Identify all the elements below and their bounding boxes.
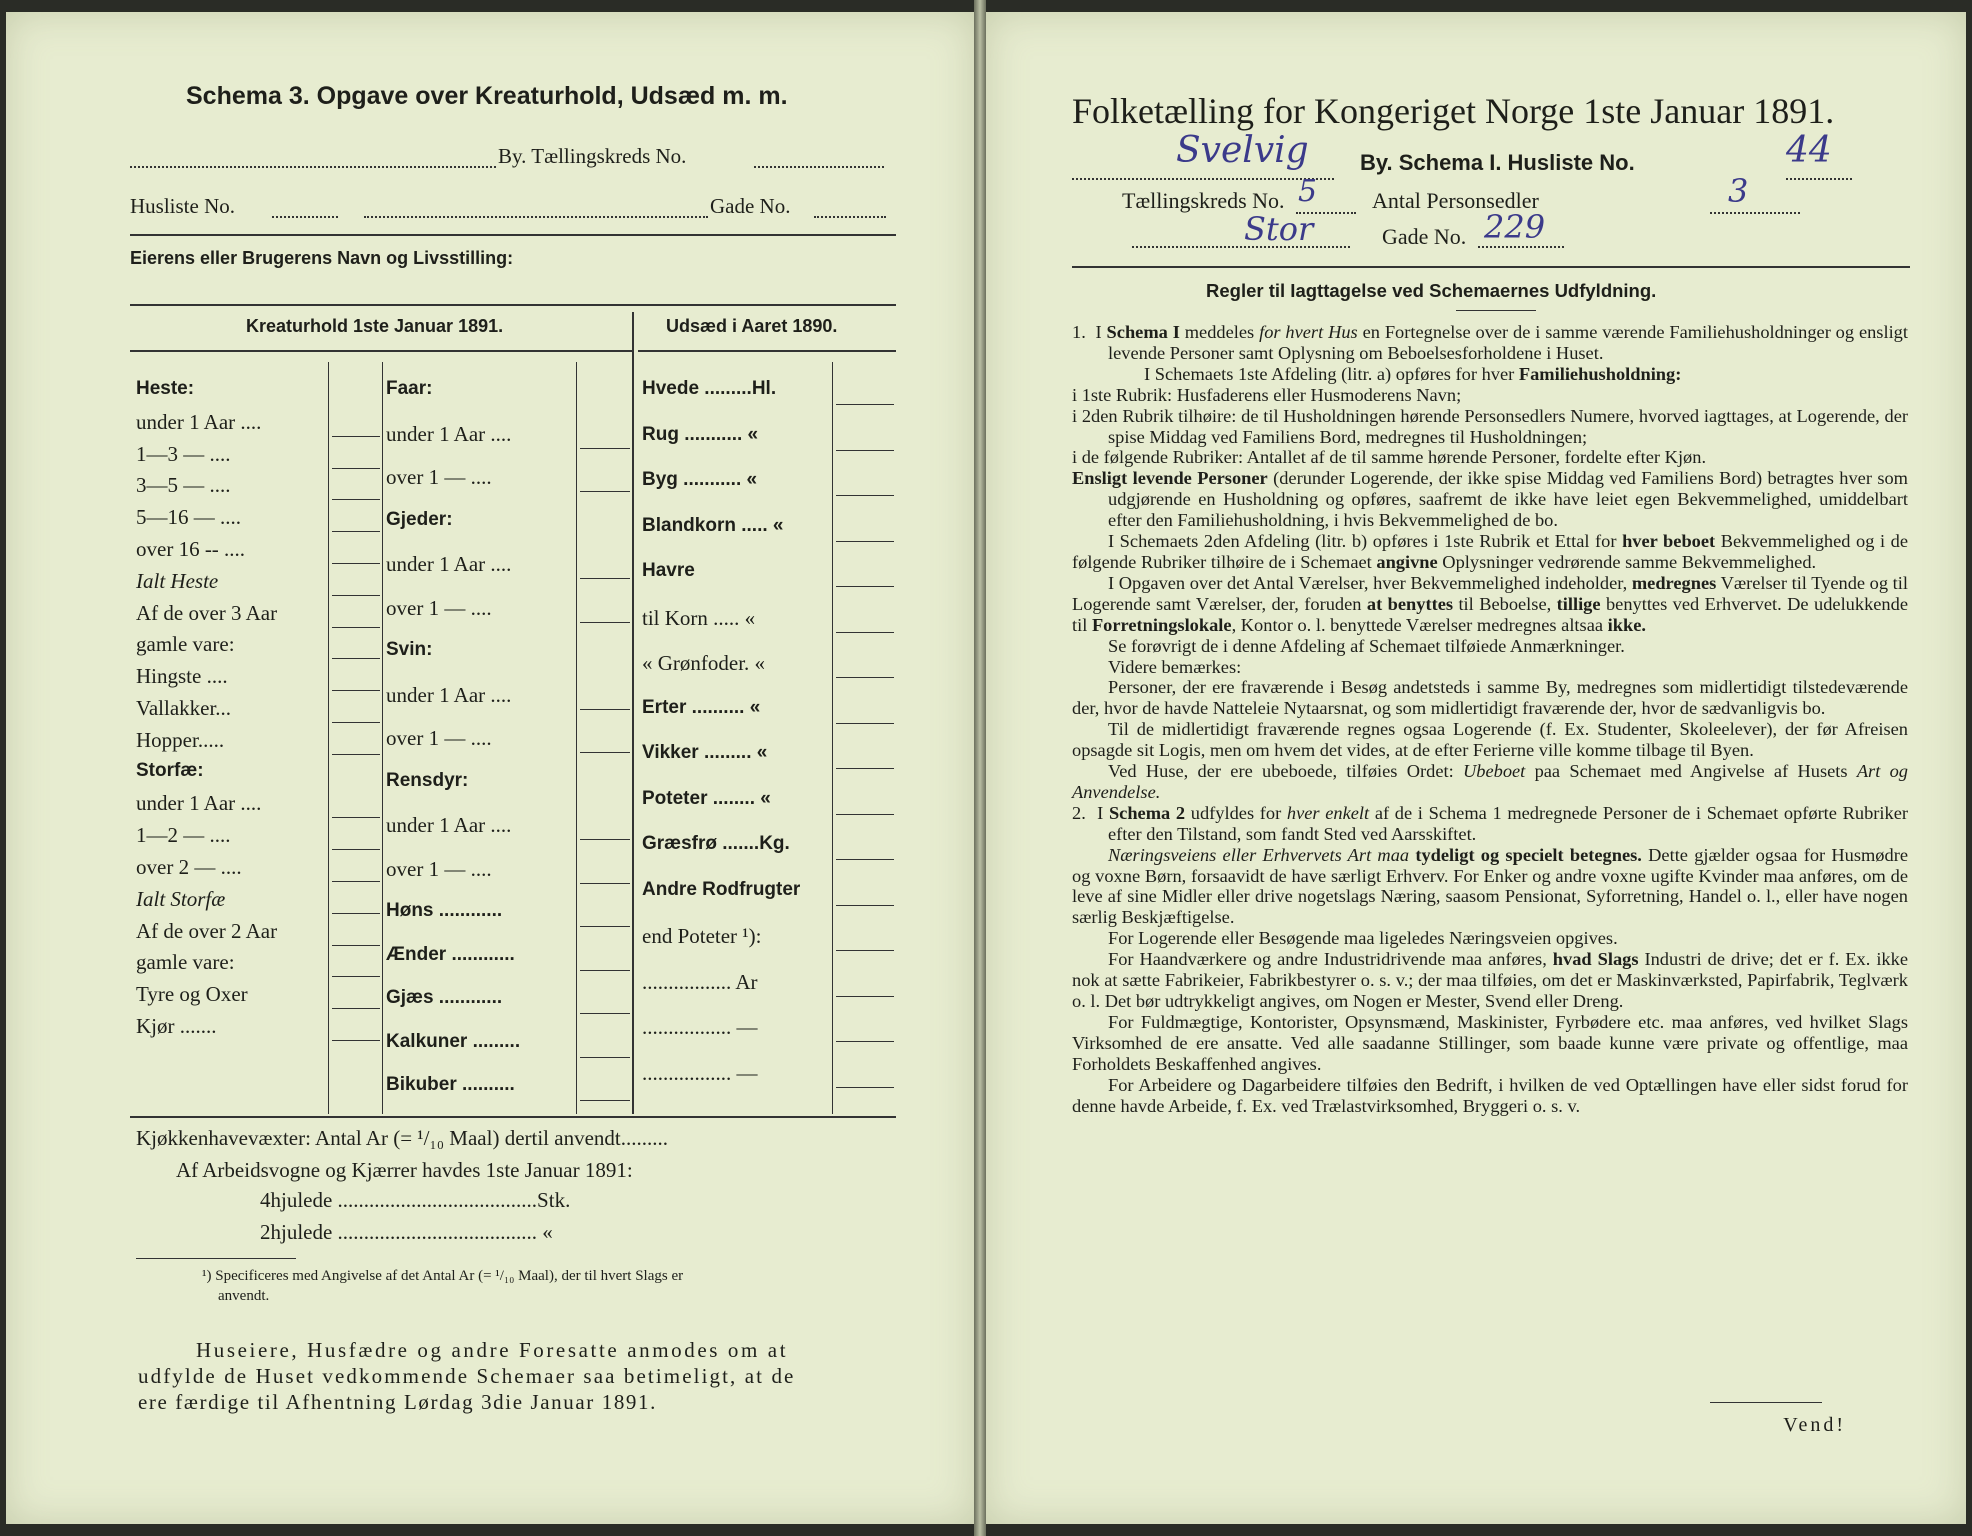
col1-row: Hingste .... (136, 664, 228, 689)
col3-blank (836, 404, 894, 405)
col2-blank (580, 1013, 630, 1014)
by-handwritten: Svelvig (1176, 130, 1309, 171)
col3-row: til Korn ..... « (642, 605, 756, 630)
col3-blank (836, 905, 894, 906)
col3-blank (836, 586, 894, 587)
col2-blank (580, 1100, 630, 1101)
gade-no-field (1478, 226, 1564, 248)
col2-blank (580, 752, 630, 753)
col2-value-left (576, 362, 577, 1114)
col2-blank (580, 839, 630, 840)
kreatur-header-rule (130, 350, 632, 352)
col3-row: Blandkorn ..... « (642, 514, 784, 536)
col2-row: over 1 — .... (386, 465, 492, 489)
col3-row: Hvede .........Hl. (642, 378, 777, 399)
col1-row: Af de over 2 Aar (136, 918, 278, 943)
col2-row: over 1 — .... (386, 726, 492, 750)
hjul4-line: 4hjulede ......................................Stk. (260, 1188, 571, 1212)
col1-row: Af de over 3 Aar (136, 600, 278, 625)
col3-blank (836, 1041, 894, 1042)
table-divider-main (632, 312, 634, 1114)
col3-row: Byg ........... « (642, 469, 758, 490)
col1-row: under 1 Aar .... (136, 409, 262, 434)
col3-blank (836, 541, 894, 542)
notice-line1: Huseiere, Husfædre og andre Foresatte anmodes om at (196, 1338, 789, 1362)
gade-handwritten: Stor (1244, 210, 1314, 248)
col3-blank (836, 495, 894, 496)
col3-value-left (832, 362, 833, 1114)
col2-blank (580, 883, 630, 884)
col3-row: ................. — (642, 1015, 758, 1039)
notice-line3: ere færdige til Afhentning Lørdag 3die Januar 1891. (138, 1390, 657, 1414)
col2-row: Faar: (386, 378, 433, 399)
col1-row: 1—3 — .... (136, 441, 231, 466)
arbeidsvogne-line: Af Arbeidsvogne og Kjærrer havdes 1ste Januar 1891: (176, 1158, 633, 1182)
by-label: By. Tællingskreds No. (498, 144, 687, 168)
col3-blank (836, 768, 894, 769)
gade-no-handwritten: 229 (1484, 208, 1546, 246)
col1-row: Heste: (136, 378, 195, 399)
col1-blank (332, 531, 380, 532)
vend-rule (1710, 1402, 1822, 1403)
col1-blank (332, 563, 380, 564)
kreds-handwritten: 5 (1298, 174, 1318, 209)
col2-blank (580, 926, 630, 927)
book-spine (974, 0, 986, 1536)
col1-row: 5—16 — .... (136, 505, 241, 530)
husliste-field (272, 196, 338, 218)
col3-row: Poteter ........ « (642, 787, 771, 809)
hjul2-line: 2hjulede ...................................... « (260, 1220, 553, 1244)
col3-row: Rug ........... « (642, 423, 759, 445)
by-schema-label: By. Schema I. Husliste No. (1360, 150, 1635, 175)
col1-blank (332, 913, 380, 914)
col1-blank (332, 499, 380, 500)
table-bottom-rule (130, 1116, 896, 1118)
col3-row: Erter .......... « (642, 696, 761, 718)
col1-blank (332, 881, 380, 882)
col1-blank (332, 468, 380, 469)
col1-row: Vallakker... (136, 696, 232, 720)
left-page-schema-3 (6, 12, 974, 1524)
col3-row: Vikker ......... « (642, 742, 768, 763)
col1-blank (332, 690, 380, 691)
col2-row: under 1 Aar .... (386, 421, 512, 446)
col3-blank (836, 814, 894, 815)
col1-blank (332, 436, 380, 437)
husliste-label: Husliste No. (130, 194, 235, 218)
col3-row: Andre Rodfrugter (642, 878, 801, 900)
col2-row: under 1 Aar .... (386, 813, 512, 837)
col1-blank (332, 945, 380, 946)
col3-row: Græsfrø .......Kg. (642, 833, 790, 854)
col3-blank (836, 632, 894, 633)
col1-row: Hopper..... (136, 727, 225, 752)
col2-row: under 1 Aar .... (386, 552, 512, 576)
antal-field (1710, 192, 1800, 214)
rules-text: 1. I Schema I meddeles for hvert Hus en Fortegnelse over de i samme værende Familiehusholdninger og ensligt levende Personer samt Oplysning om Beboelsesforholdene i Huset. I Schemaets 1ste Afdeling (litr. a) opføres for hver Familiehusholdning: i 1ste Rubrik: Husfaderens eller Husmoderens Navn; i 2den Rubrik tilhøire: de til Husholdningen hørende Personsedlers Numere, hvorved iagttages, at Logerende, der spise Middag ved Familiens Bord, medregnes til Husholdningen; i de følgende Rubriker: Antallet af de til samme hørende Personer, fordelte efter Kjøn. Ensligt levende Personer (derunder Logerende, der ikke spise Middag ved Familiens Bord) betragtes hver som udgjørende en Husholdning og opføres, saafremt de ikke have leiet egen Bekvemmelighed, umiddelbart efter den Familiehusholdning, i hvis Bekvemmelighed de bo. I Schemaets 2den Afdeling (litr. b) opføres i 1ste Rubrik et Ettal for hver beboet Bekvemmelighed og i de følgende Rubriker tilhøire de i Schemaet angivne Oplysninger vedrørende samme Bekvemmelighed. I Opgaven over det Antal Værelser, hver Bekvemmelighed indeholder, medregnes Værelser til Tyende og til Logerende samt Værelser, der, foruden at benyttes til Beboelse, tillige benyttes ved Erhvervet. De udelukkende til Forretningslokale, Kontor o. l. benyttede Værelser medregnes altsaa ikke. Se forøvrigt de i denne Afdeling af Schemaet tilføiede Anmærkninger. Videre bemærkes: Personer, der ere fraværende i Besøg andetsteds i samme By, medregnes som midlertidigt tilstedeværende der, hvor de havde Natteleie Nytaarsnat, og som midlertidigt fraværende der, hvor de sædvanligvis bo. Til de midlertidigt fraværende regnes ogsaa Logerende (f. Ex. Studenter, Skoleelever), der før Afreisen opsagde sit Logis, men om hvem det vides, at de efter Ferierne ville komme tilbage til Byen. Ved Huse, der ere ubeboede, tilføies Ordet: Ubeboet paa Schemaet med Angivelse af Husets Art og Anvendelse. 2. I Schema 2 udfyldes for hver enkelt af de i Schema 1 medregnede Personer de i Schemaet opførte Rubriker efter den Tilstand, som fandt Sted ved Aarsskiftet. Næringsveiens eller Erhvervets Art maa tydeligt og specielt betegnes. Dette gjælder ogsaa for Husmødre og voxne Børn, forsaavidt de have særligt Erhverv. For Enker og andre voxne ugifte Kvinder maa anføres, om de leve af sine Midler eller drive nogetslags Næring, saasom Pensionat, Syforretning, Handel o. l., eller have nogen særlig Beskjæftigelse. For Logerende eller Besøgende maa ligeledes Næringsveien opgives. For Haandværkere og andre Industridrivende maa anføres, hvad Slags Industri de drive; det er f. Ex. ikke nok at sætte Fabrikeier, Fabrikbestyrer o. s. v.; der maa tilføies, om det er Maskinværksted, Papirfabrik, Teglværk o. l. Det bør udtrykkeligt angives, om Nogen er Mester, Svend eller Dreng. For Fuldmægtige, Kontorister, Opsynsmænd, Maskinister, Fyrbødere etc. maa anføres, ved hvilket Slags Virksomhed de ere ansatte. Ved alle saadanne Stillinger, som baade kunne være private og offentlige, maa Forholdets Beskaffenhed angives. For Arbeidere og Dagarbeidere tilføies den Bedrift, i hvilken de ved Optællingen have eller sidst forud for denne havde Arbeide, f. Ex. ved Trælastvirksomhed, Bryggeri o. s. v. (1072, 322, 1909, 1116)
husliste-field (1786, 154, 1852, 180)
col2-row: under 1 Aar .... (386, 682, 512, 707)
kreds-label: Tællingskreds No. (1122, 188, 1285, 213)
col1-row: 1—2 — .... (136, 823, 231, 848)
census-title: Folketælling for Kongeriget Norge 1ste Januar 1891. (1072, 91, 1835, 131)
col2-row: Rensdyr: (386, 769, 469, 791)
udsaed-header: Udsæd i Aaret 1890. (666, 316, 838, 336)
col1-blank (332, 722, 380, 723)
col3-row: « Grønfoder. « (642, 651, 766, 675)
kreds-field (754, 144, 884, 168)
header-divider (1072, 266, 1910, 268)
footnote-rule (136, 1258, 296, 1259)
rules-title-rule (1456, 310, 1536, 311)
antal-label: Antal Personsedler (1372, 188, 1539, 213)
col1-row: Ialt Storfæ (136, 886, 226, 911)
col3-row: end Poteter ¹): (642, 924, 762, 948)
col3-row: Havre (642, 560, 695, 581)
col2-row: over 1 — .... (386, 856, 492, 881)
col1-blank (332, 754, 380, 755)
col3-blank (836, 950, 894, 951)
right-page-schema-1 (986, 12, 1966, 1524)
col1-row: over 16 -- .... (136, 537, 246, 561)
col1-blank (332, 1040, 380, 1041)
footnote-line1: ¹) Specificeres med Angivelse af det Antal Ar (= ¹/₁₀ Maal), der til hvert Slags er (202, 1268, 684, 1284)
col3-blank (836, 1087, 894, 1088)
eier-label: Eierens eller Brugerens Navn og Livsstilling: (130, 248, 514, 268)
husliste-handwritten: 44 (1786, 130, 1832, 171)
col1-row: gamle vare: (136, 632, 235, 657)
col2-blank (580, 578, 630, 579)
col2-blank (580, 970, 630, 971)
rules-title: Regler til Iagttagelse ved Schemaernes Udfyldning. (1206, 280, 1657, 301)
col3-blank (836, 677, 894, 678)
vend-label: Vend! (1783, 1414, 1846, 1436)
col2-blank (580, 491, 630, 492)
col1-blank (332, 817, 380, 818)
col2-row: Gjæs ............ (386, 987, 503, 1008)
col1-blank (332, 976, 380, 977)
col2-row: Svin: (386, 639, 433, 660)
col2-row: over 1 — .... (386, 595, 492, 620)
divider (130, 234, 896, 236)
antal-handwritten: 3 (1728, 172, 1749, 210)
gade-name-field (1132, 226, 1350, 248)
col1-value-right (382, 362, 383, 1114)
notice-line2: udfylde de Huset vedkommende Schemaer saa betimeligt, at de (138, 1364, 796, 1388)
gade-label: Gade No. (1382, 224, 1467, 249)
col1-blank (332, 627, 380, 628)
col2-blank (580, 1057, 630, 1058)
udsaed-header-rule (638, 350, 896, 352)
schema3-title: Schema 3. Opgave over Kreaturhold, Udsæd m. m. (186, 82, 788, 110)
col1-row: Tyre og Oxer (136, 982, 248, 1007)
by-field (130, 144, 496, 168)
col1-blank (332, 595, 380, 596)
col1-blank (332, 658, 380, 659)
col3-blank (836, 450, 894, 451)
col2-row: Ænder ............ (386, 943, 515, 965)
col1-row: under 1 Aar .... (136, 791, 262, 816)
col2-row: Bikuber .......... (386, 1074, 515, 1095)
kreaturhold-header: Kreaturhold 1ste Januar 1891. (246, 316, 504, 336)
gade-label: Gade No. (710, 194, 791, 218)
col2-blank (580, 622, 630, 623)
col1-row: Kjør ....... (136, 1014, 217, 1038)
col3-blank (836, 723, 894, 724)
table-top-rule (130, 304, 896, 306)
gade-blank (364, 196, 708, 218)
col3-blank (836, 996, 894, 997)
col3-row: ................. Ar (642, 969, 758, 994)
col1-row: Ialt Heste (136, 568, 219, 593)
col2-row: Høns ............ (386, 900, 503, 921)
col1-blank (332, 1008, 380, 1009)
col1-blank (332, 849, 380, 850)
col2-blank (580, 709, 630, 710)
footnote-line2: anvendt. (218, 1288, 270, 1304)
col3-blank (836, 859, 894, 860)
gade-field (814, 196, 886, 218)
col2-row: Kalkuner ......... (386, 1030, 521, 1052)
col1-row: Storfæ: (136, 759, 204, 781)
col1-value-left (328, 362, 329, 1114)
col1-row: over 2 — .... (136, 855, 242, 879)
col2-row: Gjeder: (386, 508, 453, 530)
col1-row: 3—5 — .... (136, 473, 231, 498)
col2-blank (580, 448, 630, 449)
col1-row: gamle vare: (136, 950, 235, 975)
kjokkenhave-line: Kjøkkenhavevæxter: Antal Ar (= ¹/₁₀ Maal) dertil anvendt......... (136, 1126, 668, 1150)
col3-row: ................. — (642, 1060, 758, 1085)
